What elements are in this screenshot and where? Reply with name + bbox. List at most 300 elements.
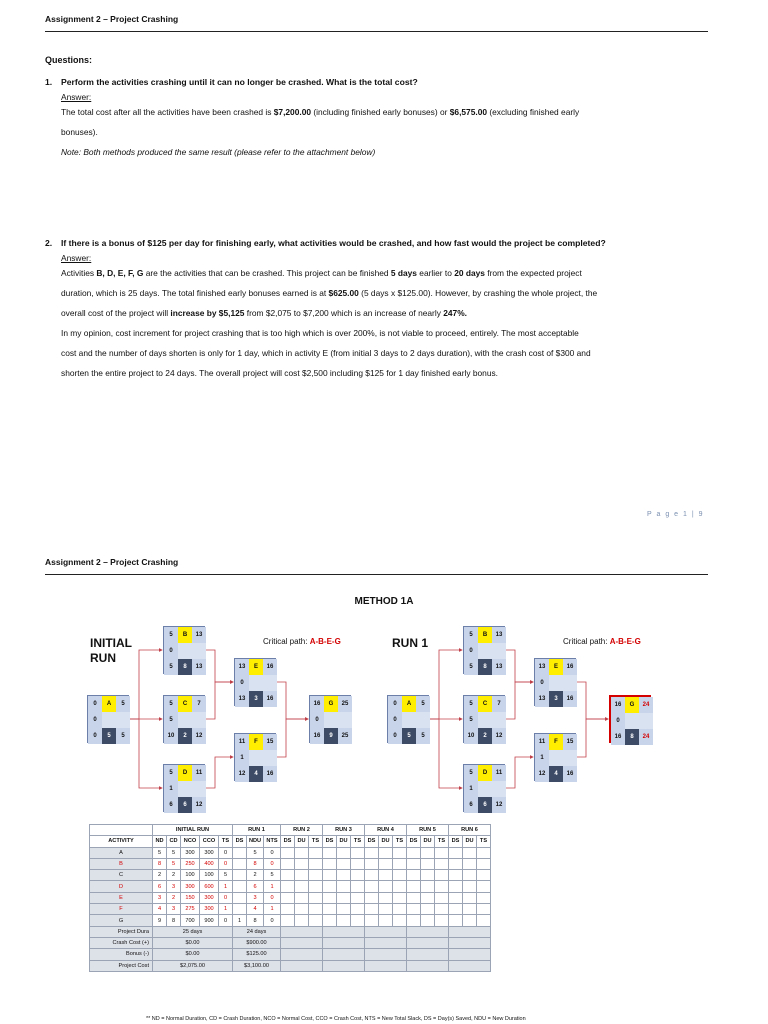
node-activity-letter: B [478, 627, 492, 643]
table-empty-cell [295, 915, 309, 926]
slack-value: 1 [464, 781, 478, 797]
table-empty-cell [365, 858, 379, 869]
answer-2-days-early: 5 days [390, 268, 417, 278]
table-empty-cell [323, 870, 337, 881]
answer-2-line-6: shorten the entire project to 24 days. The overall project will cost $2,500 including $125 for 1 day finished early bonus. [61, 368, 499, 378]
table-column-header: TS [435, 836, 449, 847]
slack-value: 0 [88, 712, 102, 728]
table-empty-cell [393, 904, 407, 915]
table-empty-cell [421, 858, 435, 869]
answer-2-days: 20 days [454, 268, 485, 278]
answer-1-text: (including finished early bonuses) or [311, 107, 450, 117]
node-early-start: 11 [535, 734, 549, 750]
summary-run1: $3,100.00 [233, 960, 281, 971]
summary-empty-cell [449, 949, 491, 960]
table-empty-cell [463, 904, 477, 915]
dependency-arrow [205, 682, 233, 719]
activity-node-g [609, 695, 651, 743]
answer-1-amount-excl: $6,575.00 [449, 107, 488, 117]
table-row [90, 858, 491, 869]
table-empty-cell [309, 847, 323, 858]
summary-empty-cell [323, 937, 365, 948]
summary-empty-cell [449, 926, 491, 937]
summary-empty-cell [323, 960, 365, 971]
table-cell-cd: 3 [167, 881, 181, 892]
answer-2-activities: B, D, E, F, G [96, 268, 144, 278]
table-empty-cell [281, 847, 295, 858]
answer-2-line-5: cost and the number of days shorten is only for 1 day, which in activity E (from initial 3 days to 2 days duration), with the crash cost of $300 and [61, 348, 591, 358]
summary-empty-cell [365, 949, 407, 960]
table-cell-cd: 2 [167, 892, 181, 903]
table-empty-cell [463, 858, 477, 869]
table-blank-cell [90, 825, 153, 836]
table-cell-ds [233, 904, 247, 915]
table-empty-cell [323, 915, 337, 926]
table-empty-cell [393, 847, 407, 858]
table-group-header: RUN 2 [281, 825, 323, 836]
table-cell-cco: 100 [200, 870, 219, 881]
table-column-header: DS [407, 836, 421, 847]
table-cell-ds [233, 847, 247, 858]
node-duration: 8 [178, 659, 192, 675]
answer-1-text: (excluding finished early [487, 107, 580, 117]
node-late-finish: 13 [192, 659, 206, 675]
activity-node-b [163, 626, 205, 674]
table-cell-ndu: 8 [247, 858, 264, 869]
table-cell-nco: 100 [181, 870, 200, 881]
table-empty-cell [421, 870, 435, 881]
question-1-answer-label: Answer: [61, 92, 92, 102]
table-column-header: NCO [181, 836, 200, 847]
slack-row [535, 750, 577, 766]
node-early-start: 5 [164, 627, 178, 643]
table-column-header: CD [167, 836, 181, 847]
node-late-finish: 16 [263, 766, 277, 782]
node-early-start: 0 [88, 696, 102, 712]
activity-node-c [463, 695, 505, 743]
summary-empty-cell [407, 926, 449, 937]
table-column-header: DU [379, 836, 393, 847]
table-cell-cd: 5 [167, 847, 181, 858]
activity-node-b [463, 626, 505, 674]
slack-value: 0 [388, 712, 402, 728]
node-late-start: 10 [464, 728, 478, 744]
answer-2-text: Activities [61, 268, 97, 278]
answer-2-text: earlier to [416, 268, 455, 278]
table-empty-cell [435, 892, 449, 903]
table-empty-cell [477, 881, 491, 892]
table-column-header: DS [233, 836, 247, 847]
slack-row [310, 712, 352, 728]
table-cell-cco: 400 [200, 858, 219, 869]
node-activity-letter: G [625, 697, 639, 713]
node-early-finish: 13 [492, 627, 506, 643]
table-cell-cd: 3 [167, 904, 181, 915]
table-empty-cell [337, 870, 351, 881]
summary-row [90, 960, 491, 971]
table-cell-ts: 0 [219, 915, 233, 926]
node-duration: 4 [549, 766, 563, 782]
activity-node-f [534, 733, 576, 781]
table-cell-nco: 300 [181, 881, 200, 892]
table-column-header: DS [449, 836, 463, 847]
table-empty-cell [281, 858, 295, 869]
table-empty-cell [281, 904, 295, 915]
answer-1-text: The total cost after all the activities have been crashed is [61, 107, 274, 117]
summary-empty-cell [281, 926, 323, 937]
table-empty-cell [323, 904, 337, 915]
table-empty-cell [379, 904, 393, 915]
page-number: P a g e 1 | 9 [647, 511, 704, 518]
table-empty-cell [365, 847, 379, 858]
summary-empty-cell [407, 949, 449, 960]
run1-title: RUN 1 [392, 636, 429, 650]
table-empty-cell [379, 858, 393, 869]
slack-value: 0 [235, 675, 249, 691]
table-cell-nd: 5 [153, 847, 167, 858]
table-empty-cell [421, 881, 435, 892]
table-cell-nd: 6 [153, 881, 167, 892]
table-cell-ndu: 2 [247, 870, 264, 881]
slack-value: 1 [164, 781, 178, 797]
table-column-header: DU [463, 836, 477, 847]
node-early-finish: 7 [192, 696, 206, 712]
node-duration: 4 [249, 766, 263, 782]
table-empty-cell [407, 904, 421, 915]
table-cell-cd: 5 [167, 858, 181, 869]
table-cell-ts: 5 [219, 870, 233, 881]
table-column-header: DS [281, 836, 295, 847]
table-empty-cell [309, 870, 323, 881]
table-empty-cell [477, 892, 491, 903]
node-activity-letter: D [478, 765, 492, 781]
table-cell-nts: 0 [264, 892, 281, 903]
summary-row [90, 937, 491, 948]
slack-row [464, 781, 506, 797]
summary-empty-cell [323, 926, 365, 937]
summary-empty-cell [281, 960, 323, 971]
node-early-start: 13 [535, 659, 549, 675]
dependency-arrow [576, 719, 608, 757]
summary-run1: 24 days [233, 926, 281, 937]
node-duration: 3 [249, 691, 263, 707]
node-early-finish: 24 [639, 697, 653, 713]
table-empty-cell [295, 858, 309, 869]
table-empty-cell [393, 870, 407, 881]
questions-title: Questions: [45, 55, 93, 65]
node-duration: 2 [178, 728, 192, 744]
summary-label: Bonus (-) [90, 949, 153, 960]
table-row [90, 870, 491, 881]
table-empty-cell [323, 881, 337, 892]
table-empty-cell [393, 881, 407, 892]
answer-2-percent: 247%. [443, 308, 467, 318]
answer-1-note: Note: Both methods produced the same result (please refer to the attachment below) [61, 147, 376, 157]
page-header: Assignment 2 – Project Crashing [45, 14, 179, 24]
node-late-start: 12 [235, 766, 249, 782]
activity-cell: G [90, 915, 153, 926]
node-late-start: 6 [464, 797, 478, 813]
slack-value: 5 [164, 712, 178, 728]
table-cell-nts: 1 [264, 881, 281, 892]
node-duration: 8 [478, 659, 492, 675]
table-cell-nts: 0 [264, 858, 281, 869]
table-empty-cell [407, 870, 421, 881]
node-late-finish: 12 [492, 728, 506, 744]
table-cell-cco: 900 [200, 915, 219, 926]
node-activity-letter: B [178, 627, 192, 643]
table-cell-nd: 2 [153, 870, 167, 881]
table-cell-nd: 9 [153, 915, 167, 926]
page-2-header: Assignment 2 – Project Crashing [45, 557, 179, 567]
table-empty-cell [463, 915, 477, 926]
table-empty-cell [379, 881, 393, 892]
slack-value: 0 [464, 643, 478, 659]
activity-cell: A [90, 847, 153, 858]
table-empty-cell [463, 881, 477, 892]
table-group-header: RUN 5 [407, 825, 449, 836]
table-empty-cell [449, 847, 463, 858]
activity-node-a [387, 695, 429, 743]
table-empty-cell [449, 858, 463, 869]
node-activity-letter: E [249, 659, 263, 675]
table-empty-cell [477, 858, 491, 869]
summary-initial: 25 days [153, 926, 233, 937]
node-late-finish: 5 [416, 728, 430, 744]
table-column-header: TS [219, 836, 233, 847]
node-activity-letter: C [478, 696, 492, 712]
summary-empty-cell [281, 937, 323, 948]
summary-initial: $0.00 [153, 949, 233, 960]
node-early-start: 5 [464, 765, 478, 781]
table-row [90, 904, 491, 915]
table-cell-ts: 1 [219, 881, 233, 892]
table-cell-ts: 0 [219, 858, 233, 869]
table-cell-ts: 0 [219, 892, 233, 903]
table-empty-cell [379, 870, 393, 881]
activity-cell: D [90, 881, 153, 892]
table-empty-cell [323, 892, 337, 903]
table-empty-cell [337, 847, 351, 858]
table-group-header: RUN 1 [233, 825, 281, 836]
summary-empty-cell [407, 937, 449, 948]
answer-1-line-2: bonuses). [61, 127, 98, 137]
table-empty-cell [351, 892, 365, 903]
table-cell-cco: 300 [200, 904, 219, 915]
table-cell-cco: 300 [200, 892, 219, 903]
dependency-arrow [205, 650, 233, 682]
table-empty-cell [365, 892, 379, 903]
node-late-start: 13 [235, 691, 249, 707]
summary-initial: $0.00 [153, 937, 233, 948]
summary-empty-cell [365, 926, 407, 937]
table-empty-cell [435, 904, 449, 915]
table-empty-cell [281, 915, 295, 926]
table-empty-cell [337, 858, 351, 869]
table-empty-cell [407, 858, 421, 869]
answer-2-increase: increase by $5,125 [170, 308, 245, 318]
table-cell-nts: 1 [264, 904, 281, 915]
summary-empty-cell [365, 960, 407, 971]
summary-run1: $900.00 [233, 937, 281, 948]
table-empty-cell [421, 904, 435, 915]
dependency-arrow [576, 682, 608, 719]
slack-row [235, 750, 277, 766]
slack-row [464, 643, 506, 659]
slack-row [464, 712, 506, 728]
table-empty-cell [379, 847, 393, 858]
table-empty-cell [351, 847, 365, 858]
summary-label: Project Dura [90, 926, 153, 937]
node-duration: 9 [324, 728, 338, 744]
table-empty-cell [281, 870, 295, 881]
table-cell-ndu: 6 [247, 881, 264, 892]
summary-run1: $125.00 [233, 949, 281, 960]
table-column-header: TS [309, 836, 323, 847]
node-late-start: 13 [535, 691, 549, 707]
summary-empty-cell [323, 949, 365, 960]
answer-2-line-4: In my opinion, cost increment for project crashing that is too high which is over 200%, is not viable to proceed, entirely. The most acceptable [61, 328, 579, 338]
table-row [90, 892, 491, 903]
table-cell-cd: 8 [167, 915, 181, 926]
table-group-header: RUN 4 [365, 825, 407, 836]
table-empty-cell [379, 915, 393, 926]
node-duration: 8 [625, 729, 639, 745]
table-empty-cell [309, 881, 323, 892]
question-2-text: If there is a bonus of $125 per day for finishing early, what activities would be crashed, and how fast would the project be completed? [61, 238, 606, 248]
table-empty-cell [295, 904, 309, 915]
table-empty-cell [295, 870, 309, 881]
node-late-finish: 13 [492, 659, 506, 675]
table-column-header: NDU [247, 836, 264, 847]
node-early-finish: 16 [263, 659, 277, 675]
summary-empty-cell [449, 960, 491, 971]
table-cell-ds [233, 870, 247, 881]
dependency-arrow [129, 719, 162, 788]
table-cell-nco: 250 [181, 858, 200, 869]
table-empty-cell [351, 904, 365, 915]
question-2-number: 2. [45, 238, 53, 248]
node-early-finish: 15 [563, 734, 577, 750]
critical-path-label: Critical path: [263, 637, 310, 646]
table-cell-nts: 0 [264, 847, 281, 858]
dependency-arrow [429, 650, 462, 719]
slack-value: 0 [310, 712, 324, 728]
node-activity-letter: C [178, 696, 192, 712]
table-empty-cell [309, 904, 323, 915]
node-late-finish: 24 [639, 729, 653, 745]
node-late-start: 5 [164, 659, 178, 675]
node-early-start: 5 [164, 765, 178, 781]
node-late-finish: 16 [563, 766, 577, 782]
table-cell-nco: 150 [181, 892, 200, 903]
dependency-arrow [205, 757, 233, 788]
table-empty-cell [463, 892, 477, 903]
activity-node-e [234, 658, 276, 706]
table-column-header: TS [393, 836, 407, 847]
answer-2-text: from $2,075 to $7,200 which is an increase of nearly [244, 308, 444, 318]
table-empty-cell [463, 847, 477, 858]
node-early-start: 13 [235, 659, 249, 675]
table-empty-cell [421, 847, 435, 858]
table-column-header: CCO [200, 836, 219, 847]
node-early-start: 16 [310, 696, 324, 712]
activity-cell: C [90, 870, 153, 881]
table-group-header: INITIAL RUN [153, 825, 233, 836]
table-cell-nco: 700 [181, 915, 200, 926]
node-late-start: 12 [535, 766, 549, 782]
initial-run-title-line-2: RUN [90, 651, 116, 665]
node-activity-letter: G [324, 696, 338, 712]
activity-cell: B [90, 858, 153, 869]
node-activity-letter: F [249, 734, 263, 750]
node-late-start: 6 [164, 797, 178, 813]
table-row [90, 847, 491, 858]
table-column-header: NTS [264, 836, 281, 847]
node-late-finish: 5 [116, 728, 130, 744]
node-activity-letter: D [178, 765, 192, 781]
dependency-arrow [129, 650, 162, 719]
table-empty-cell [365, 904, 379, 915]
node-early-start: 5 [164, 696, 178, 712]
table-legend: ** ND = Normal Duration, CD = Crash Duration, NCO = Normal Cost, CCO = Crash Cost, NTS = New Total Slack, DS = Day(s) Saved, NDU = New Duration [146, 1016, 526, 1022]
node-activity-letter: A [102, 696, 116, 712]
question-1-number: 1. [45, 77, 53, 87]
answer-2-text: duration, which is 25 days. The total finished early bonuses earned is at [61, 288, 329, 298]
table-empty-cell [393, 858, 407, 869]
table-cell-nco: 300 [181, 847, 200, 858]
results-table [89, 824, 491, 972]
table-empty-cell [477, 847, 491, 858]
table-empty-cell [407, 847, 421, 858]
table-cell-nco: 275 [181, 904, 200, 915]
table-empty-cell [337, 881, 351, 892]
slack-row [164, 781, 206, 797]
table-empty-cell [421, 915, 435, 926]
table-empty-cell [351, 870, 365, 881]
node-duration: 6 [178, 797, 192, 813]
table-empty-cell [281, 881, 295, 892]
node-duration: 5 [102, 728, 116, 744]
table-cell-ndu: 5 [247, 847, 264, 858]
table-empty-cell [435, 870, 449, 881]
table-cell-cco: 600 [200, 881, 219, 892]
node-early-start: 5 [464, 696, 478, 712]
slack-row [88, 712, 130, 728]
slack-value: 1 [235, 750, 249, 766]
table-empty-cell [351, 881, 365, 892]
slack-row [235, 675, 277, 691]
node-late-start: 0 [388, 728, 402, 744]
answer-2-bonus: $625.00 [328, 288, 359, 298]
table-cell-nd: 8 [153, 858, 167, 869]
summary-empty-cell [449, 937, 491, 948]
node-early-finish: 13 [192, 627, 206, 643]
node-activity-letter: A [402, 696, 416, 712]
dependency-arrow [276, 682, 308, 719]
node-late-finish: 12 [492, 797, 506, 813]
table-empty-cell [393, 915, 407, 926]
table-empty-cell [435, 847, 449, 858]
table-empty-cell [449, 881, 463, 892]
table-cell-cco: 300 [200, 847, 219, 858]
node-early-finish: 7 [492, 696, 506, 712]
table-cell-ndu: 3 [247, 892, 264, 903]
answer-2-text: are the activities that can be crashed. This project can be finished [143, 268, 391, 278]
slack-row [611, 713, 653, 729]
slack-value: 0 [611, 713, 625, 729]
table-empty-cell [295, 847, 309, 858]
